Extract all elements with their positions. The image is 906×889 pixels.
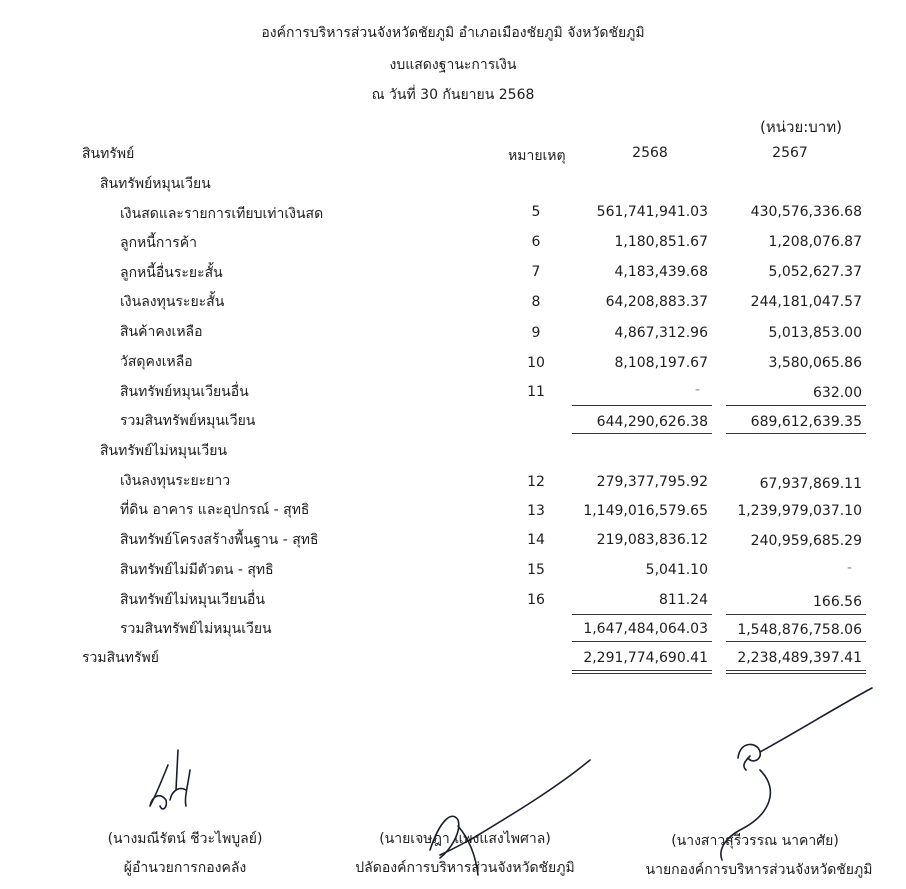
- row-note: 9: [531, 325, 541, 341]
- row-value-2568: 811.24: [659, 592, 708, 608]
- statement-date: ณ วันที่ 30 กันยายน 2568: [371, 87, 535, 103]
- year-2568-heading: 2568: [632, 145, 668, 161]
- row-value-2567: 166.56: [813, 594, 862, 610]
- row-value-2568: 219,083,836.12: [596, 532, 708, 548]
- row-note: 16: [527, 592, 545, 608]
- row-label: สินทรัพย์โครงสร้างพื้นฐาน - สุทธิ: [120, 532, 319, 548]
- row-label: เงินลงทุนระยะยาว: [120, 473, 231, 489]
- row-value-2568: -: [694, 382, 700, 398]
- row-value-2568: 5,041.10: [645, 562, 708, 578]
- row-label: รวมสินทรัพย์หมุนเวียน: [120, 413, 256, 429]
- row-value-2567: 689,612,639.35: [750, 414, 862, 430]
- row-value-2567: 67,937,869.11: [759, 476, 862, 492]
- row-value-2567: 1,548,876,758.06: [737, 622, 862, 638]
- year-2567-heading: 2567: [772, 145, 808, 161]
- row-note: 8: [531, 294, 541, 310]
- row-note: 12: [527, 474, 545, 490]
- row-note: 15: [527, 562, 545, 578]
- current-assets-heading: สินทรัพย์หมุนเวียน: [100, 176, 211, 192]
- org-name: องค์การบริหารส่วนจังหวัดชัยภูมิ อำเภอเมืองชัยภูมิ จังหวัดชัยภูมิ: [261, 25, 645, 41]
- note-column-heading: หมายเหตุ: [508, 148, 566, 164]
- row-note: 14: [527, 532, 545, 548]
- statement-title: งบแสดงฐานะการเงิน: [389, 57, 517, 73]
- row-note: 6: [531, 234, 541, 250]
- row-value-2568: 4,867,312.96: [614, 325, 708, 341]
- row-value-2568: 644,290,626.38: [596, 414, 708, 430]
- signatory-2-position: ปลัดองค์การบริหารส่วนจังหวัดชัยภูมิ: [355, 860, 575, 876]
- row-value-2567: 3,580,065.86: [768, 355, 862, 371]
- row-value-2568: 1,149,016,579.65: [583, 503, 708, 519]
- assets-heading: สินทรัพย์: [82, 146, 135, 162]
- row-value-2567: 2,238,489,397.41: [737, 650, 862, 666]
- signatory-1-position: ผู้อำนวยการกองคลัง: [123, 860, 247, 876]
- row-value-2567: 5,052,627.37: [768, 264, 862, 280]
- row-value-2568: 1,647,484,064.03: [583, 621, 708, 637]
- row-value-2568: 4,183,439.68: [614, 264, 708, 280]
- row-note: 7: [531, 264, 541, 280]
- row-value-2567: 632.00: [813, 385, 862, 401]
- signatory-2-name: (นายเจษฎา แพงแสงไพศาล): [379, 831, 551, 847]
- row-label: สินค้าคงเหลือ: [120, 324, 203, 340]
- row-label: วัสดุคงเหลือ: [120, 354, 193, 370]
- row-value-2567: -: [846, 560, 852, 576]
- signatory-3-position: นายกองค์การบริหารส่วนจังหวัดชัยภูมิ: [645, 862, 873, 878]
- row-label: สินทรัพย์ไม่มีตัวตน - สุทธิ: [120, 562, 274, 578]
- row-value-2568: 279,377,795.92: [596, 474, 708, 490]
- row-value-2567: 240,959,685.29: [750, 533, 862, 549]
- row-value-2567: 244,181,047.57: [750, 294, 862, 310]
- row-note: 5: [531, 204, 541, 220]
- noncurrent-assets-heading: สินทรัพย์ไม่หมุนเวียน: [100, 443, 228, 459]
- row-value-2567: 1,239,979,037.10: [737, 503, 862, 519]
- row-label: ลูกหนี้การค้า: [120, 235, 197, 251]
- row-value-2568: 8,108,197.67: [614, 355, 708, 371]
- row-label: รวมสินทรัพย์ไม่หมุนเวียน: [120, 621, 272, 637]
- row-value-2568: 561,741,941.03: [596, 204, 708, 220]
- row-label: เงินลงทุนระยะสั้น: [120, 294, 225, 310]
- row-note: 10: [527, 355, 545, 371]
- row-label: เงินสดและรายการเทียบเท่าเงินสด: [120, 206, 324, 222]
- row-value-2568: 2,291,774,690.41: [583, 650, 708, 666]
- row-value-2568: 64,208,883.37: [605, 294, 708, 310]
- signatory-1-name: (นางมณีรัตน์ ชีวะไพบูลย์): [107, 831, 263, 847]
- row-label: สินทรัพย์หมุนเวียนอื่น: [120, 384, 249, 400]
- row-label: ลูกหนี้อื่นระยะสั้น: [120, 265, 223, 281]
- row-value-2568: 1,180,851.67: [614, 234, 708, 250]
- row-value-2567: 430,576,336.68: [750, 204, 862, 220]
- unit-label: (หน่วย:บาท): [760, 118, 842, 136]
- row-value-2567: 1,208,076.87: [768, 234, 862, 250]
- signatory-3-name: (นางสาวสุรีวรรณ นาคาศัย): [671, 833, 839, 849]
- row-note: 11: [527, 384, 545, 400]
- row-note: 13: [527, 503, 545, 519]
- row-label: รวมสินทรัพย์: [82, 650, 159, 666]
- row-label: ที่ดิน อาคาร และอุปกรณ์ - สุทธิ: [120, 502, 310, 518]
- row-value-2567: 5,013,853.00: [768, 325, 862, 341]
- row-label: สินทรัพย์ไม่หมุนเวียนอื่น: [120, 592, 265, 608]
